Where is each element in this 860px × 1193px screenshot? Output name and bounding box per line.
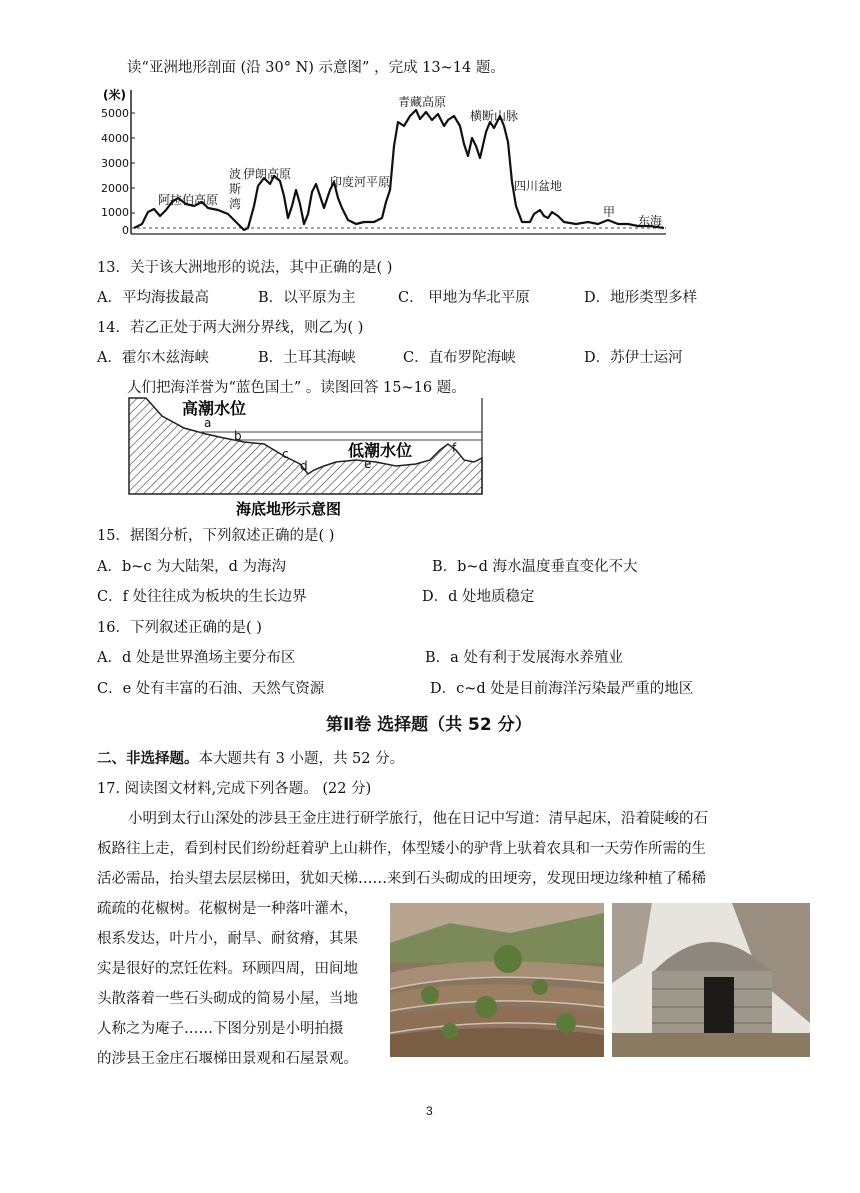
ytick-1000: 1000 [101, 206, 129, 219]
asia-profile-diagram [98, 86, 678, 246]
point-c: c [282, 447, 289, 461]
point-d: d [300, 459, 308, 473]
q15-option-c[interactable]: C．f 处往往成为板块的生长边界 [97, 589, 307, 605]
q17-line-7: 头散落着一些石头砌成的简易小屋，当地 [97, 991, 358, 1007]
profile-unit: (米) [103, 88, 126, 102]
seabed-caption: 海底地形示意图 [236, 500, 342, 518]
ytick-0: 0 [122, 224, 129, 237]
q17-line-3: 活必需品，抬头望去层层梯田，犹如天梯……来到石头砌成的田埂旁，发现田埂边缘种植了稀稀 [97, 871, 706, 887]
q13-option-c[interactable]: C． 甲地为华北平原 [398, 290, 530, 306]
label-gulf-2: 斯 [229, 182, 242, 196]
label-indus: 印度河平原 [330, 175, 391, 189]
label-iran: 伊朗高原 [243, 167, 292, 181]
terrain-profile-line [134, 110, 664, 230]
q17-line-9: 的涉县王金庄石堰梯田景观和石屋景观。 [97, 1051, 358, 1067]
q15-stem: 15．据图分析，下列叙述正确的是( ) [97, 528, 335, 544]
q15-option-b[interactable]: B．b~d 海水温度垂直变化不大 [432, 559, 638, 575]
q14-option-d[interactable]: D．苏伊士运河 [584, 350, 683, 366]
q13-stem: 13．关于该大洲地形的说法，其中正确的是( ) [97, 260, 393, 276]
q14-option-b[interactable]: B．土耳其海峡 [258, 350, 356, 366]
high-tide-label: 高潮水位 [182, 399, 247, 418]
point-b: b [234, 429, 242, 443]
label-gulf-1: 波 [229, 167, 242, 181]
q15-option-d[interactable]: D．d 处地质稳定 [422, 589, 535, 605]
point-e: e [364, 457, 372, 471]
section2-heading [97, 747, 404, 768]
terrace-photo [390, 903, 604, 1057]
label-arabia: 阿拉伯高原 [158, 193, 219, 207]
stone-hut-photo [612, 903, 810, 1057]
part2-title: 第Ⅱ卷 选择题（共 52 分） [326, 715, 532, 735]
label-jia: 甲 [603, 205, 616, 219]
label-sichuan: 四川盆地 [514, 179, 563, 193]
q17-line-1: 小明到太行山深处的涉县王金庄进行研学旅行，他在日记中写道：清早起床，沿着陡峻的石 [128, 811, 708, 827]
section2-rest: 本大题共有 3 小题，共 52 分。 [198, 751, 405, 767]
point-f: f [452, 441, 457, 455]
q16-option-c[interactable]: C．e 处有丰富的石油、天然气资源 [97, 681, 325, 697]
q16-option-a[interactable]: A．d 处是世界渔场主要分布区 [97, 650, 296, 666]
seabed-diagram [124, 394, 490, 520]
q15-option-a[interactable]: A．b~c 为大陆架，d 为海沟 [97, 559, 287, 575]
ytick-3000: 3000 [101, 157, 129, 170]
q13-option-d[interactable]: D．地形类型多样 [584, 290, 698, 306]
ytick-4000: 4000 [101, 132, 129, 145]
ytick-5000: 5000 [101, 107, 129, 120]
q17-line-6: 实是很好的烹饪佐料。环顾四周，田间地 [97, 961, 358, 977]
q14-option-a[interactable]: A．霍尔木兹海峡 [97, 350, 209, 366]
section2-bold: 二、非选择题。 [97, 751, 199, 767]
label-gulf-3: 湾 [229, 197, 242, 211]
q13-option-a[interactable]: A．平均海拔最高 [97, 290, 209, 306]
q14-stem: 14．若乙正处于两大洲分界线，则乙为( ) [97, 320, 364, 336]
q17-stem: 17. 阅读图文材料,完成下列各题。 (22 分) [97, 781, 372, 797]
intro-13-14: 读“亚洲地形剖面 (沿 30° N) 示意图” ，完成 13~14 题。 [127, 60, 505, 76]
q17-line-2: 板路往上走，看到村民们纷纷赶着驴上山耕作，体型矮小的驴背上驮着农具和一天劳作所需的生 [97, 841, 706, 857]
label-tibet: 青藏高原 [398, 95, 447, 109]
ytick-2000: 2000 [101, 182, 129, 195]
low-tide-label: 低潮水位 [348, 441, 413, 460]
page-number: 3 [426, 1104, 433, 1118]
q16-option-b[interactable]: B．a 处有利于发展海水养殖业 [425, 650, 623, 666]
label-hengduan: 横断山脉 [470, 109, 519, 123]
q14-option-c[interactable]: C．直布罗陀海峡 [403, 350, 516, 366]
q17-line-4: 疏疏的花椒树。花椒树是一种落叶灌木， [97, 901, 358, 917]
point-a: a [204, 416, 212, 430]
q16-option-d[interactable]: D．c~d 处是目前海洋污染最严重的地区 [430, 681, 694, 697]
label-donghai: 东海 [638, 214, 663, 228]
intro-15-16: 人们把海洋誉为“蓝色国土” 。读图回答 15~16 题。 [127, 380, 466, 396]
q16-stem: 16．下列叙述正确的是( ) [97, 620, 262, 636]
q13-option-b[interactable]: B．以平原为主 [258, 290, 356, 306]
q17-line-8: 人称之为庵子……下图分别是小明拍摄 [97, 1021, 344, 1037]
q17-line-5: 根系发达，叶片小，耐旱、耐贫瘠，其果 [97, 931, 358, 947]
